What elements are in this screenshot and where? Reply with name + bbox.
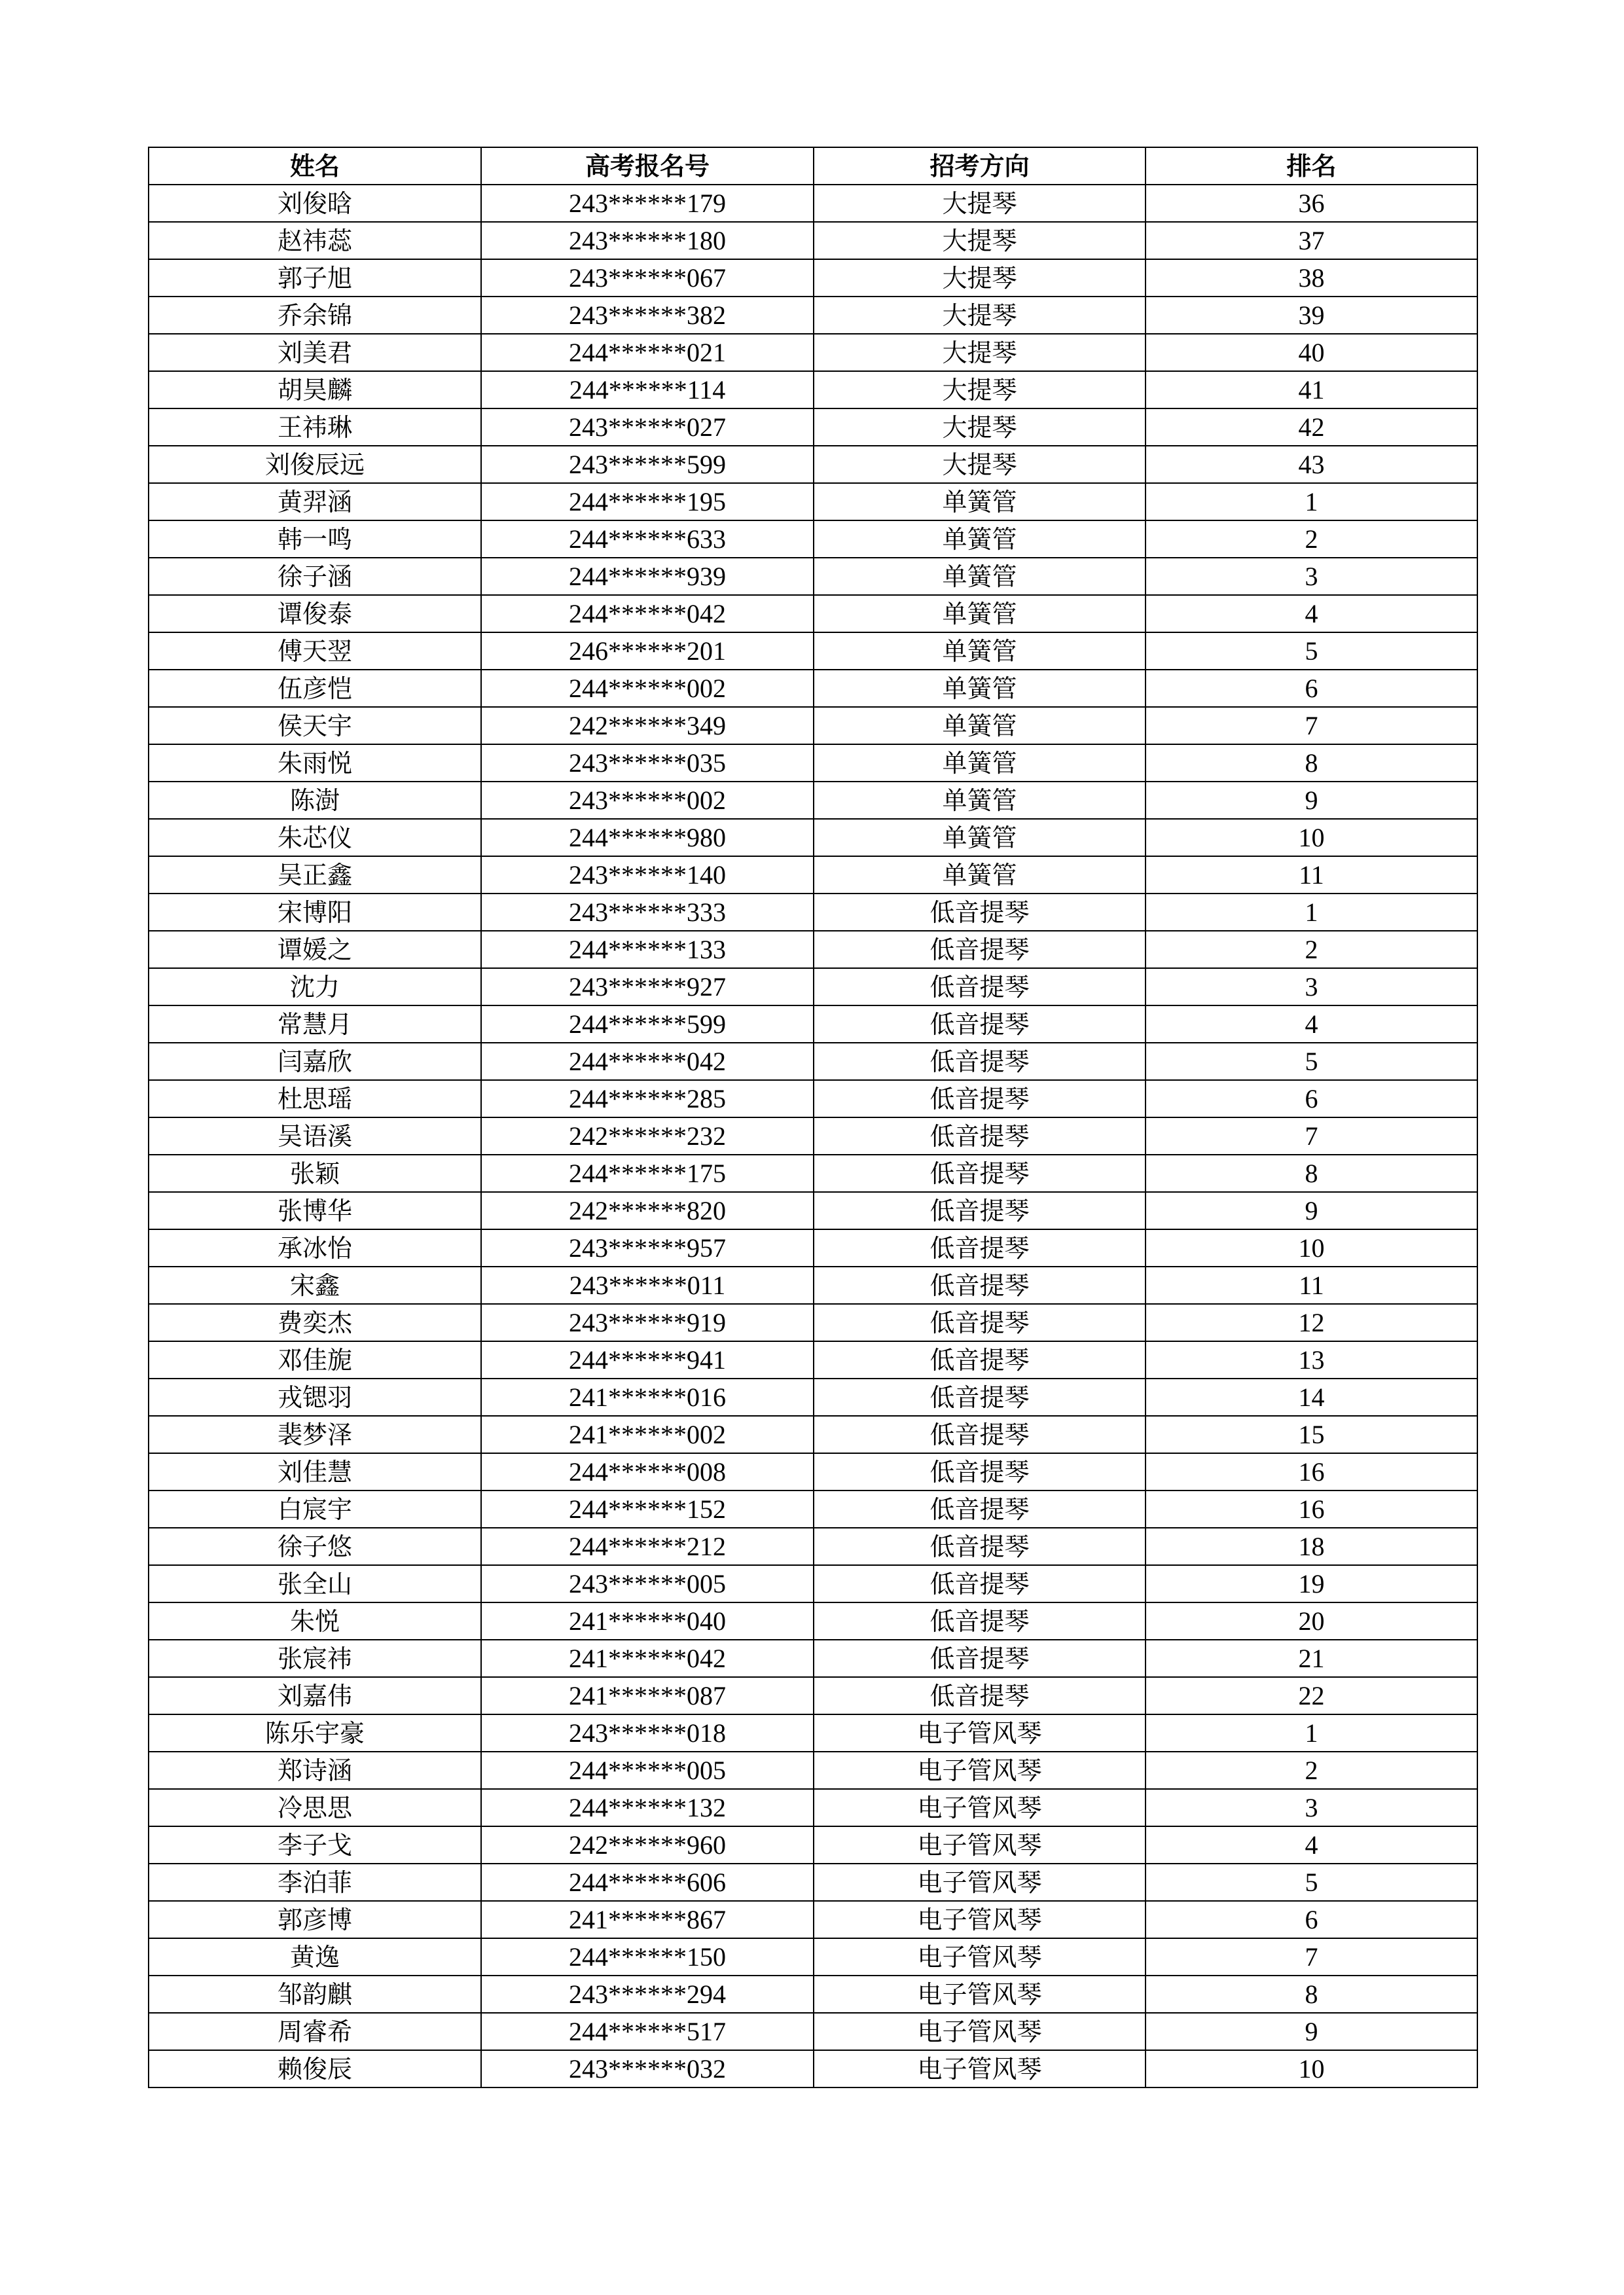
cell-admission-direction: 低音提琴	[814, 1677, 1146, 1714]
table-row	[149, 1714, 1477, 1752]
cell-admission-direction: 电子管风琴	[814, 1864, 1146, 1901]
cell-name: 赖俊辰	[149, 2050, 481, 2087]
cell-admission-direction: 低音提琴	[814, 1341, 1146, 1379]
table-row	[149, 1826, 1477, 1864]
cell-name: 杜思瑶	[149, 1080, 481, 1117]
cell-registration-number: 244******195	[481, 483, 814, 520]
cell-name: 侯天宇	[149, 707, 481, 744]
cell-rank: 10	[1146, 1229, 1477, 1267]
table-row	[149, 259, 1477, 297]
cell-rank: 4	[1146, 1826, 1477, 1864]
cell-name: 王祎琳	[149, 408, 481, 446]
cell-admission-direction: 电子管风琴	[814, 1901, 1146, 1938]
cell-name: 伍彦恺	[149, 670, 481, 707]
cell-registration-number: 244******980	[481, 819, 814, 856]
cell-registration-number: 244******152	[481, 1491, 814, 1528]
cell-admission-direction: 低音提琴	[814, 1453, 1146, 1491]
cell-registration-number: 244******132	[481, 1789, 814, 1826]
cell-name: 吴语溪	[149, 1117, 481, 1155]
cell-name: 朱悦	[149, 1602, 481, 1640]
table-row	[149, 1005, 1477, 1043]
cell-admission-direction: 单簧管	[814, 670, 1146, 707]
cell-name: 郭彦博	[149, 1901, 481, 1938]
cell-registration-number: 244******517	[481, 2013, 814, 2050]
cell-name: 承冰怡	[149, 1229, 481, 1267]
cell-admission-direction: 低音提琴	[814, 1602, 1146, 1640]
cell-name: 韩一鸣	[149, 520, 481, 558]
cell-admission-direction: 低音提琴	[814, 1267, 1146, 1304]
table-row	[149, 1528, 1477, 1565]
cell-admission-direction: 低音提琴	[814, 1043, 1146, 1080]
cell-name: 张全山	[149, 1565, 481, 1602]
cell-rank: 9	[1146, 2013, 1477, 2050]
cell-admission-direction: 电子管风琴	[814, 1976, 1146, 2013]
cell-rank: 42	[1146, 408, 1477, 446]
cell-name: 徐子悠	[149, 1528, 481, 1565]
cell-rank: 10	[1146, 2050, 1477, 2087]
cell-registration-number: 241******087	[481, 1677, 814, 1714]
cell-registration-number: 244******212	[481, 1528, 814, 1565]
cell-rank: 8	[1146, 1976, 1477, 2013]
cell-name: 邹韵麒	[149, 1976, 481, 2013]
cell-registration-number: 241******042	[481, 1640, 814, 1677]
cell-registration-number: 243******002	[481, 782, 814, 819]
cell-name: 黄羿涵	[149, 483, 481, 520]
cell-rank: 6	[1146, 1901, 1477, 1938]
table-row	[149, 744, 1477, 782]
cell-registration-number: 243******957	[481, 1229, 814, 1267]
cell-admission-direction: 低音提琴	[814, 1080, 1146, 1117]
table-row	[149, 483, 1477, 520]
cell-rank: 7	[1146, 1938, 1477, 1976]
cell-registration-number: 242******232	[481, 1117, 814, 1155]
header-name: 姓名	[149, 147, 481, 185]
cell-name: 沈力	[149, 968, 481, 1005]
cell-admission-direction: 电子管风琴	[814, 1938, 1146, 1976]
table-row	[149, 558, 1477, 595]
ranking-sheet	[148, 147, 1477, 2088]
cell-name: 周睿希	[149, 2013, 481, 2050]
cell-rank: 6	[1146, 670, 1477, 707]
cell-registration-number: 242******960	[481, 1826, 814, 1864]
table-row	[149, 222, 1477, 259]
table-row	[149, 856, 1477, 894]
table-row	[149, 297, 1477, 334]
table-row	[149, 446, 1477, 483]
cell-admission-direction: 电子管风琴	[814, 1789, 1146, 1826]
cell-rank: 7	[1146, 707, 1477, 744]
cell-registration-number: 244******941	[481, 1341, 814, 1379]
table-row	[149, 1192, 1477, 1229]
cell-rank: 19	[1146, 1565, 1477, 1602]
cell-rank: 4	[1146, 1005, 1477, 1043]
table-row	[149, 670, 1477, 707]
cell-name: 刘佳慧	[149, 1453, 481, 1491]
table-row	[149, 408, 1477, 446]
cell-admission-direction: 单簧管	[814, 819, 1146, 856]
table-row	[149, 1491, 1477, 1528]
cell-registration-number: 243******035	[481, 744, 814, 782]
cell-admission-direction: 低音提琴	[814, 894, 1146, 931]
cell-registration-number: 241******867	[481, 1901, 814, 1938]
cell-name: 刘美君	[149, 334, 481, 371]
cell-registration-number: 242******349	[481, 707, 814, 744]
cell-name: 邓佳旎	[149, 1341, 481, 1379]
header-rank: 排名	[1146, 147, 1477, 185]
cell-registration-number: 244******021	[481, 334, 814, 371]
table-row	[149, 1938, 1477, 1976]
cell-admission-direction: 大提琴	[814, 185, 1146, 222]
cell-name: 胡昊麟	[149, 371, 481, 408]
cell-admission-direction: 大提琴	[814, 446, 1146, 483]
cell-rank: 10	[1146, 819, 1477, 856]
cell-registration-number: 244******005	[481, 1752, 814, 1789]
cell-rank: 12	[1146, 1304, 1477, 1341]
table-row	[149, 1789, 1477, 1826]
cell-registration-number: 243******382	[481, 297, 814, 334]
cell-name: 吴正鑫	[149, 856, 481, 894]
cell-name: 冷思思	[149, 1789, 481, 1826]
cell-admission-direction: 单簧管	[814, 483, 1146, 520]
cell-registration-number: 244******939	[481, 558, 814, 595]
cell-rank: 1	[1146, 1714, 1477, 1752]
cell-registration-number: 244******285	[481, 1080, 814, 1117]
cell-admission-direction: 低音提琴	[814, 1640, 1146, 1677]
cell-registration-number: 243******032	[481, 2050, 814, 2087]
cell-rank: 8	[1146, 1155, 1477, 1192]
table-row	[149, 1602, 1477, 1640]
cell-admission-direction: 低音提琴	[814, 1005, 1146, 1043]
table-row	[149, 931, 1477, 968]
cell-registration-number: 243******067	[481, 259, 814, 297]
cell-admission-direction: 单簧管	[814, 782, 1146, 819]
table-row	[149, 595, 1477, 632]
ranking-table	[148, 147, 1478, 2088]
cell-registration-number: 243******927	[481, 968, 814, 1005]
cell-registration-number: 241******002	[481, 1416, 814, 1453]
cell-registration-number: 243******027	[481, 408, 814, 446]
cell-rank: 22	[1146, 1677, 1477, 1714]
cell-rank: 2	[1146, 931, 1477, 968]
cell-name: 乔余锦	[149, 297, 481, 334]
cell-rank: 1	[1146, 483, 1477, 520]
cell-admission-direction: 低音提琴	[814, 1192, 1146, 1229]
table-row	[149, 520, 1477, 558]
cell-name: 李泊菲	[149, 1864, 481, 1901]
cell-rank: 3	[1146, 558, 1477, 595]
table-header-row	[149, 147, 1477, 185]
cell-name: 赵祎蕊	[149, 222, 481, 259]
cell-admission-direction: 单簧管	[814, 558, 1146, 595]
cell-admission-direction: 低音提琴	[814, 1117, 1146, 1155]
cell-admission-direction: 大提琴	[814, 222, 1146, 259]
cell-admission-direction: 低音提琴	[814, 1155, 1146, 1192]
table-row	[149, 1080, 1477, 1117]
cell-rank: 16	[1146, 1453, 1477, 1491]
table-row	[149, 1677, 1477, 1714]
cell-registration-number: 244******606	[481, 1864, 814, 1901]
cell-admission-direction: 低音提琴	[814, 1379, 1146, 1416]
cell-admission-direction: 单簧管	[814, 520, 1146, 558]
cell-rank: 14	[1146, 1379, 1477, 1416]
cell-admission-direction: 单簧管	[814, 856, 1146, 894]
table-row	[149, 334, 1477, 371]
cell-rank: 3	[1146, 968, 1477, 1005]
table-row	[149, 894, 1477, 931]
table-row	[149, 1565, 1477, 1602]
cell-registration-number: 243******294	[481, 1976, 814, 2013]
cell-admission-direction: 电子管风琴	[814, 2013, 1146, 2050]
cell-admission-direction: 低音提琴	[814, 1565, 1146, 1602]
cell-name: 裴梦泽	[149, 1416, 481, 1453]
table-row	[149, 1640, 1477, 1677]
cell-name: 郑诗涵	[149, 1752, 481, 1789]
cell-registration-number: 244******599	[481, 1005, 814, 1043]
cell-rank: 5	[1146, 632, 1477, 670]
cell-rank: 8	[1146, 744, 1477, 782]
cell-rank: 2	[1146, 520, 1477, 558]
table-row	[149, 1416, 1477, 1453]
cell-name: 朱雨悦	[149, 744, 481, 782]
cell-admission-direction: 大提琴	[814, 297, 1146, 334]
cell-admission-direction: 低音提琴	[814, 1304, 1146, 1341]
cell-name: 李子戈	[149, 1826, 481, 1864]
table-body	[149, 185, 1477, 2087]
cell-rank: 37	[1146, 222, 1477, 259]
table-row	[149, 1341, 1477, 1379]
cell-registration-number: 241******016	[481, 1379, 814, 1416]
cell-rank: 2	[1146, 1752, 1477, 1789]
cell-rank: 4	[1146, 595, 1477, 632]
table-row	[149, 1117, 1477, 1155]
cell-registration-number: 243******011	[481, 1267, 814, 1304]
table-row	[149, 1379, 1477, 1416]
cell-rank: 11	[1146, 856, 1477, 894]
cell-rank: 38	[1146, 259, 1477, 297]
cell-name: 黄逸	[149, 1938, 481, 1976]
cell-name: 刘俊晗	[149, 185, 481, 222]
table-row	[149, 1304, 1477, 1341]
cell-registration-number: 243******599	[481, 446, 814, 483]
cell-name: 谭俊泰	[149, 595, 481, 632]
cell-registration-number: 244******633	[481, 520, 814, 558]
cell-admission-direction: 单簧管	[814, 707, 1146, 744]
cell-name: 闫嘉欣	[149, 1043, 481, 1080]
cell-admission-direction: 大提琴	[814, 259, 1146, 297]
cell-name: 戎锶羽	[149, 1379, 481, 1416]
table-row	[149, 1155, 1477, 1192]
cell-rank: 7	[1146, 1117, 1477, 1155]
cell-registration-number: 244******042	[481, 595, 814, 632]
table-row	[149, 819, 1477, 856]
cell-name: 徐子涵	[149, 558, 481, 595]
table-row	[149, 1864, 1477, 1901]
header-admission-direction: 招考方向	[814, 147, 1146, 185]
cell-registration-number: 246******201	[481, 632, 814, 670]
cell-name: 白宸宇	[149, 1491, 481, 1528]
cell-registration-number: 243******179	[481, 185, 814, 222]
cell-rank: 13	[1146, 1341, 1477, 1379]
cell-admission-direction: 单簧管	[814, 744, 1146, 782]
cell-admission-direction: 低音提琴	[814, 1491, 1146, 1528]
table-row	[149, 1901, 1477, 1938]
cell-rank: 16	[1146, 1491, 1477, 1528]
cell-rank: 39	[1146, 297, 1477, 334]
cell-rank: 18	[1146, 1528, 1477, 1565]
cell-name: 傅天翌	[149, 632, 481, 670]
cell-name: 张博华	[149, 1192, 481, 1229]
cell-name: 郭子旭	[149, 259, 481, 297]
cell-rank: 11	[1146, 1267, 1477, 1304]
cell-name: 刘嘉伟	[149, 1677, 481, 1714]
cell-rank: 21	[1146, 1640, 1477, 1677]
cell-rank: 5	[1146, 1864, 1477, 1901]
cell-admission-direction: 单簧管	[814, 595, 1146, 632]
table-row	[149, 968, 1477, 1005]
cell-name: 常慧月	[149, 1005, 481, 1043]
table-row	[149, 1453, 1477, 1491]
cell-name: 张颖	[149, 1155, 481, 1192]
cell-registration-number: 244******042	[481, 1043, 814, 1080]
table-row	[149, 1267, 1477, 1304]
cell-name: 费奕杰	[149, 1304, 481, 1341]
cell-admission-direction: 大提琴	[814, 371, 1146, 408]
cell-rank: 9	[1146, 1192, 1477, 1229]
table-row	[149, 632, 1477, 670]
cell-registration-number: 243******018	[481, 1714, 814, 1752]
table-row	[149, 1229, 1477, 1267]
cell-admission-direction: 低音提琴	[814, 1229, 1146, 1267]
cell-registration-number: 244******008	[481, 1453, 814, 1491]
cell-rank: 9	[1146, 782, 1477, 819]
cell-registration-number: 243******140	[481, 856, 814, 894]
cell-registration-number: 244******175	[481, 1155, 814, 1192]
table-row	[149, 1752, 1477, 1789]
table-row	[149, 2013, 1477, 2050]
cell-name: 宋博阳	[149, 894, 481, 931]
cell-rank: 40	[1146, 334, 1477, 371]
cell-rank: 15	[1146, 1416, 1477, 1453]
cell-registration-number: 242******820	[481, 1192, 814, 1229]
cell-name: 朱芯仪	[149, 819, 481, 856]
cell-rank: 6	[1146, 1080, 1477, 1117]
cell-admission-direction: 电子管风琴	[814, 1714, 1146, 1752]
cell-rank: 43	[1146, 446, 1477, 483]
cell-registration-number: 243******333	[481, 894, 814, 931]
cell-rank: 36	[1146, 185, 1477, 222]
cell-rank: 41	[1146, 371, 1477, 408]
cell-admission-direction: 低音提琴	[814, 931, 1146, 968]
cell-registration-number: 243******919	[481, 1304, 814, 1341]
cell-admission-direction: 电子管风琴	[814, 2050, 1146, 2087]
cell-registration-number: 244******114	[481, 371, 814, 408]
cell-rank: 5	[1146, 1043, 1477, 1080]
cell-registration-number: 243******005	[481, 1565, 814, 1602]
cell-rank: 3	[1146, 1789, 1477, 1826]
table-row	[149, 2050, 1477, 2087]
table-row	[149, 185, 1477, 222]
cell-admission-direction: 大提琴	[814, 408, 1146, 446]
cell-registration-number: 243******180	[481, 222, 814, 259]
table-row	[149, 1976, 1477, 2013]
cell-name: 张宸祎	[149, 1640, 481, 1677]
cell-name: 陈乐宇豪	[149, 1714, 481, 1752]
table-row	[149, 707, 1477, 744]
cell-admission-direction: 低音提琴	[814, 1416, 1146, 1453]
cell-registration-number: 244******133	[481, 931, 814, 968]
cell-name: 陈澍	[149, 782, 481, 819]
table-row	[149, 782, 1477, 819]
cell-name: 谭媛之	[149, 931, 481, 968]
cell-admission-direction: 低音提琴	[814, 968, 1146, 1005]
cell-name: 刘俊辰远	[149, 446, 481, 483]
table-row	[149, 1043, 1477, 1080]
cell-admission-direction: 低音提琴	[814, 1528, 1146, 1565]
cell-registration-number: 244******002	[481, 670, 814, 707]
cell-admission-direction: 单簧管	[814, 632, 1146, 670]
header-registration-number: 高考报名号	[481, 147, 814, 185]
cell-admission-direction: 电子管风琴	[814, 1826, 1146, 1864]
cell-admission-direction: 电子管风琴	[814, 1752, 1146, 1789]
table-row	[149, 371, 1477, 408]
cell-name: 宋鑫	[149, 1267, 481, 1304]
cell-registration-number: 244******150	[481, 1938, 814, 1976]
cell-admission-direction: 大提琴	[814, 334, 1146, 371]
cell-rank: 20	[1146, 1602, 1477, 1640]
cell-rank: 1	[1146, 894, 1477, 931]
cell-registration-number: 241******040	[481, 1602, 814, 1640]
